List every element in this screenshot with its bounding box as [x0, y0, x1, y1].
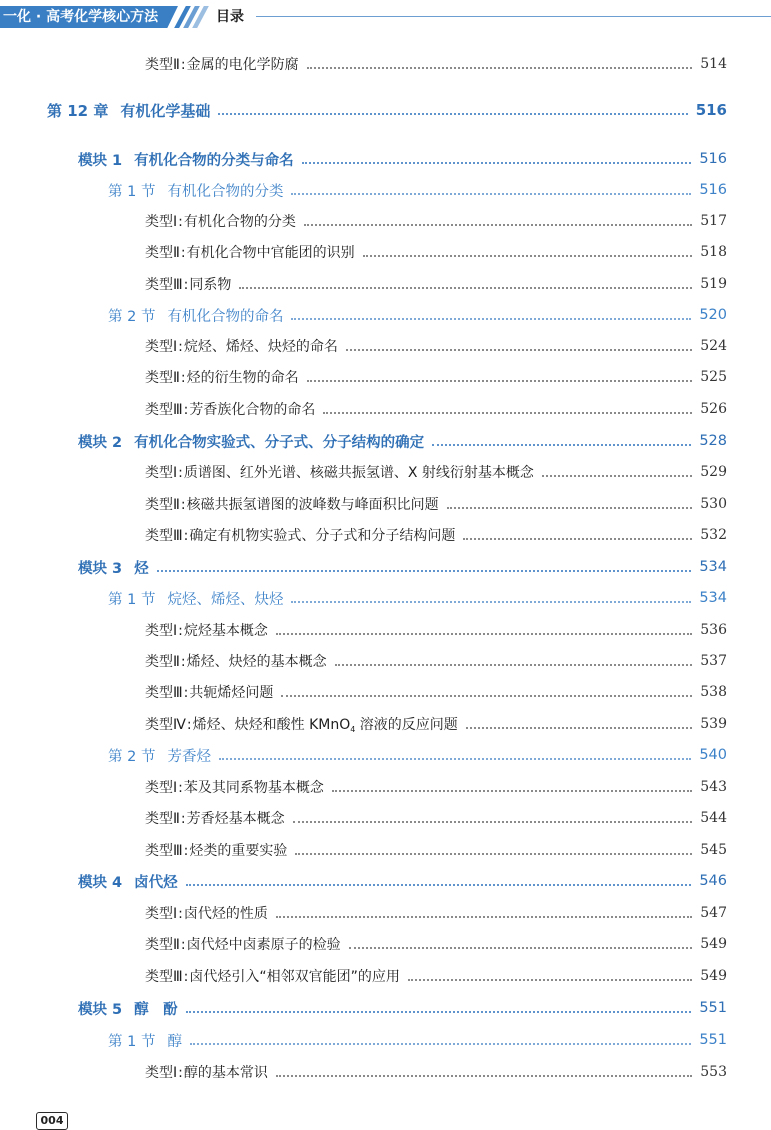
toc-entry-title: [145, 682, 273, 702]
separator: :: [180, 245, 186, 261]
toc-entry-page: 516: [699, 151, 727, 167]
toc-entry-prefix: 类型Ⅲ: [145, 277, 183, 293]
toc-entry-text: 卤代烃: [134, 874, 178, 891]
toc-entry-title: [78, 998, 178, 1019]
toc-entry-title: [145, 462, 534, 482]
toc-entry-type[interactable]: [145, 240, 727, 264]
toc-entry-page: 530: [700, 496, 727, 512]
toc-entry-text: 醇: [167, 1033, 182, 1050]
toc-entry-prefix: 第 1 节: [108, 591, 156, 608]
toc-entry-page: 544: [700, 810, 727, 826]
toc-entry-title: [145, 211, 296, 231]
toc-entry-prefix: 类型Ⅲ: [145, 528, 183, 544]
toc-entry-module[interactable]: [78, 996, 727, 1020]
toc-entry-prefix: 类型Ⅱ: [145, 937, 180, 953]
dot-leader: [276, 1075, 692, 1077]
dot-leader: [218, 113, 687, 115]
toc-entry-text: 烷烃、烯烃、炔烃: [167, 591, 284, 608]
toc-entry-section[interactable]: [108, 743, 727, 767]
toc-entry-type[interactable]: [145, 272, 727, 296]
toc-entry-module[interactable]: [78, 869, 727, 893]
toc-entry-module[interactable]: [78, 429, 727, 453]
toc-entry-type[interactable]: [145, 932, 727, 956]
toc-entry-text: 有机化合物的命名: [167, 308, 284, 325]
toc-entry-title: [145, 336, 338, 356]
toc-entry-page: 528: [699, 433, 727, 449]
section-title: 目录: [216, 9, 244, 25]
toc-entry-module[interactable]: [78, 555, 727, 579]
toc-entry-page: 518: [700, 244, 727, 260]
dot-leader: [186, 884, 692, 886]
separator: :: [180, 57, 186, 73]
toc-entry-text: 有机化合物的分类与命名: [134, 152, 294, 169]
dot-leader: [335, 664, 693, 666]
toc-entry-prefix: 类型Ⅱ: [145, 245, 180, 261]
toc-entry-prefix: 类型Ⅲ: [145, 685, 183, 701]
toc-entry-text: 质谱图、红外光谱、核磁共振氢谱、X 射线衍射基本概念: [183, 465, 534, 481]
toc-entry-title: [145, 242, 355, 262]
toc-entry-type[interactable]: [145, 901, 727, 925]
toc-entry-type[interactable]: [145, 365, 727, 389]
toc-entry-title: [145, 714, 458, 734]
toc-entry-prefix: 类型Ⅲ: [145, 402, 183, 418]
toc-entry-title: [108, 1030, 182, 1051]
toc-entry-title: [145, 274, 231, 294]
toc-entry-page: 551: [699, 1032, 727, 1048]
toc-entry-page: 532: [700, 527, 727, 543]
toc-entry-prefix: 模块 3: [78, 560, 123, 577]
dot-leader: [332, 790, 692, 792]
dot-leader: [408, 979, 692, 981]
dot-leader: [295, 853, 692, 855]
dot-leader: [190, 1043, 691, 1045]
toc-entry-page: 546: [699, 873, 727, 889]
dot-leader: [307, 67, 693, 69]
toc-entry-prefix: 模块 5: [78, 1001, 123, 1018]
separator: :: [183, 277, 189, 293]
toc-entry-page: 524: [700, 338, 727, 354]
toc-entry-prefix: 模块 4: [78, 874, 123, 891]
toc-entry-type[interactable]: [145, 680, 727, 704]
separator: :: [178, 465, 183, 481]
toc-entry-text: 烃类的重要实验: [189, 843, 288, 859]
toc-entry-prefix: 模块 2: [78, 434, 123, 451]
separator: :: [180, 937, 186, 953]
separator: :: [180, 497, 186, 513]
toc-entry-prefix: 类型Ⅱ: [145, 370, 180, 386]
dot-leader: [281, 695, 692, 697]
toc-entry-prefix: 模块 1: [78, 152, 123, 169]
toc-entry-page: 534: [699, 559, 727, 575]
toc-entry-text: 烯烃、炔烃的基本概念: [186, 654, 327, 670]
toc-entry-section[interactable]: [108, 1028, 727, 1052]
toc-entry-prefix: 类型Ⅲ: [145, 969, 183, 985]
toc-entry-title: [145, 966, 400, 986]
toc-entry-prefix: 类型Ⅰ: [145, 1065, 178, 1081]
toc-entry-text: 烯烃、炔烃和酸性 KMnO: [192, 717, 351, 733]
toc-entry-type[interactable]: [145, 618, 727, 642]
toc-entry-page: 549: [700, 936, 727, 952]
dot-leader: [447, 507, 693, 509]
toc-entry-prefix: 第 2 节: [108, 308, 156, 325]
separator: :: [180, 811, 186, 827]
dot-leader: [542, 475, 692, 477]
toc-entry-text: 核磁共振氢谱图的波峰数与峰面积比问题: [186, 497, 439, 513]
toc-entry-page: 539: [700, 716, 727, 732]
toc-entry-type[interactable]: [145, 964, 727, 988]
toc-entry-page: 538: [700, 684, 727, 700]
separator: :: [183, 685, 189, 701]
toc-entry-text: 卤代烃的性质: [183, 906, 268, 922]
toc-entry-title: [108, 305, 283, 326]
dot-leader: [291, 601, 691, 603]
toc-entry-type[interactable]: [145, 649, 727, 673]
toc-entry-page: 543: [700, 779, 727, 795]
toc-entry-title: [145, 840, 287, 860]
toc-entry-type[interactable]: [145, 775, 727, 799]
dot-leader: [302, 162, 692, 164]
toc-entry-text: 有机化合物的分类: [183, 214, 296, 230]
toc-entry-text: 有机化学基础: [120, 101, 211, 120]
toc-entry-title: [145, 494, 439, 514]
separator: :: [180, 654, 186, 670]
toc-entry-page: 549: [700, 968, 727, 984]
separator: :: [183, 528, 189, 544]
toc-entry-text: 金属的电化学防腐: [186, 57, 299, 73]
toc-entry-page: 540: [699, 747, 727, 763]
separator: :: [180, 370, 186, 386]
toc-entry-title: [145, 399, 315, 419]
toc-entry-title: [145, 934, 341, 954]
toc-entry-title: [78, 557, 149, 578]
separator: :: [178, 623, 183, 639]
dot-leader: [291, 318, 691, 320]
toc-entry-title: [145, 777, 324, 797]
toc-entry-prefix: 类型Ⅱ: [145, 497, 180, 513]
toc-entry-title: [145, 1062, 268, 1082]
toc-entry-type[interactable]: [145, 838, 727, 862]
toc-entry-prefix: 类型Ⅰ: [145, 465, 178, 481]
separator: :: [178, 214, 183, 230]
toc-entry-prefix: 第 12 章: [47, 101, 109, 120]
toc-entry-page: 516: [695, 101, 727, 119]
dot-leader: [363, 255, 693, 257]
dot-leader: [239, 287, 692, 289]
toc-entry-prefix: 第 2 节: [108, 748, 156, 765]
dot-leader: [186, 1011, 692, 1013]
toc-entry-page: 516: [699, 182, 727, 198]
separator: :: [178, 906, 183, 922]
dot-leader: [323, 412, 692, 414]
toc-entry-prefix: 第 1 节: [108, 183, 156, 200]
toc-entry-title: [108, 180, 283, 201]
separator: :: [178, 780, 183, 796]
toc-entry-title: [78, 149, 294, 170]
dot-leader: [346, 349, 692, 351]
toc-entry-type[interactable]: [145, 460, 727, 484]
toc-entry-page: 553: [700, 1064, 727, 1080]
toc-entry-type[interactable]: [145, 334, 727, 358]
toc-entry-module[interactable]: [78, 147, 727, 171]
dot-leader: [432, 444, 691, 446]
toc-entry-text: 共轭烯烃问题: [189, 685, 274, 701]
toc-entry-title: [108, 745, 211, 766]
toc-entry-type[interactable]: [145, 209, 727, 233]
toc-entry-text: 烃的衍生物的命名: [186, 370, 299, 386]
toc-entry-chapter[interactable]: [47, 98, 727, 122]
dot-leader: [291, 193, 691, 195]
toc-entry-page: 534: [699, 590, 727, 606]
toc-entry-page: 545: [700, 842, 727, 858]
page-number: 004: [36, 1112, 68, 1130]
toc-entry-page: 547: [700, 905, 727, 921]
toc-entry-title: [145, 367, 299, 387]
toc-entry-type[interactable]: [145, 806, 727, 830]
toc-entry-title: [145, 903, 268, 923]
separator: :: [183, 843, 189, 859]
toc-entry-title: [47, 100, 210, 121]
toc-entry-prefix: 类型Ⅰ: [145, 780, 178, 796]
toc-entry-prefix: 第 1 节: [108, 1033, 156, 1050]
toc-entry-text: 确定有机物实验式、分子式和分子结构问题: [189, 528, 456, 544]
toc-entry-page: 537: [700, 653, 727, 669]
toc-entry-text-continued: 溶液的反应问题: [355, 717, 458, 733]
toc-entry-prefix: 类型Ⅰ: [145, 339, 178, 355]
toc-entry-text: 同系物: [189, 277, 232, 293]
toc-entry-page: 519: [700, 276, 727, 292]
dot-leader: [293, 821, 693, 823]
toc-entry-text: 醇 酚: [134, 1001, 178, 1018]
toc-entry-prefix: 类型Ⅰ: [145, 623, 178, 639]
dot-leader: [307, 380, 693, 382]
dot-leader: [157, 570, 692, 572]
toc-entry-type[interactable]: [145, 492, 727, 516]
dot-leader: [219, 758, 691, 760]
dot-leader: [276, 633, 692, 635]
toc-entry-section[interactable]: [108, 586, 727, 610]
separator: :: [178, 339, 183, 355]
toc-entry-text: 烷烃、烯烃、炔烃的命名: [183, 339, 338, 355]
toc-entry-text: 芳香烃基本概念: [186, 811, 285, 827]
toc-entry-text: 烃: [134, 560, 149, 577]
toc-entry-page: 517: [700, 213, 727, 229]
toc-entry-type[interactable]: [145, 1060, 727, 1084]
toc-entry-section[interactable]: [108, 178, 727, 202]
toc-entry-prefix: 类型Ⅱ: [145, 57, 180, 73]
toc-entry-title: [145, 525, 455, 545]
toc-entry-text: 有机化合物的分类: [167, 183, 284, 200]
toc-entry-text: 醇的基本常识: [183, 1065, 268, 1081]
dot-leader: [349, 947, 693, 949]
toc-entry-page: 514: [700, 56, 727, 72]
toc-entry-type[interactable]: [145, 712, 727, 736]
toc-entry-title: [145, 620, 268, 640]
toc-entry-page: 529: [700, 464, 727, 480]
toc-entry-title: [145, 651, 327, 671]
dot-leader: [463, 538, 692, 540]
toc-entry-title: [78, 431, 424, 452]
toc-entry-page: 536: [700, 622, 727, 638]
toc-entry-text: 卤代烃中卤素原子的检验: [186, 937, 341, 953]
toc-entry-prefix: 类型Ⅰ: [145, 906, 178, 922]
toc-entry-type[interactable]: [145, 397, 727, 421]
toc-entry-page: 551: [699, 1000, 727, 1016]
separator: :: [183, 969, 189, 985]
toc-entry-prefix: 类型Ⅳ: [145, 717, 186, 733]
toc-entry-text: 有机化合物中官能团的识别: [186, 245, 355, 261]
toc-entry-title: [108, 588, 283, 609]
toc-entry-prefix: 类型Ⅱ: [145, 654, 180, 670]
dot-leader: [466, 727, 692, 729]
toc-entry-title: [145, 54, 299, 74]
subscript: 4: [350, 725, 356, 734]
toc-entry-title: [78, 871, 178, 892]
toc-entry-text: 芳香族化合物的命名: [189, 402, 316, 418]
toc-entry-prefix: 类型Ⅱ: [145, 811, 180, 827]
separator: :: [178, 1065, 183, 1081]
toc-entry-text: 有机化合物实验式、分子式、分子结构的确定: [134, 434, 425, 451]
toc-entry-text: 苯及其同系物基本概念: [183, 780, 324, 796]
toc-entry-text: 烷烃基本概念: [183, 623, 268, 639]
separator: :: [183, 402, 189, 418]
toc-entry-type[interactable]: [145, 52, 727, 76]
toc-entry-text: 芳香烃: [167, 748, 211, 765]
toc-entry-text: 卤代烃引入“相邻双官能团”的应用: [189, 969, 400, 985]
toc-entry-prefix: 类型Ⅰ: [145, 214, 178, 230]
dot-leader: [304, 224, 692, 226]
toc-entry-type[interactable]: [145, 523, 727, 547]
toc-entry-page: 525: [700, 369, 727, 385]
toc-entry-page: 526: [700, 401, 727, 417]
toc-entry-title: [145, 808, 285, 828]
toc-entry-section[interactable]: [108, 303, 727, 327]
toc-entry-prefix: 类型Ⅲ: [145, 843, 183, 859]
toc-entry-page: 520: [699, 307, 727, 323]
separator: :: [186, 717, 192, 733]
dot-leader: [276, 916, 692, 918]
book-title: 一化 · 高考化学核心方法: [3, 9, 159, 25]
